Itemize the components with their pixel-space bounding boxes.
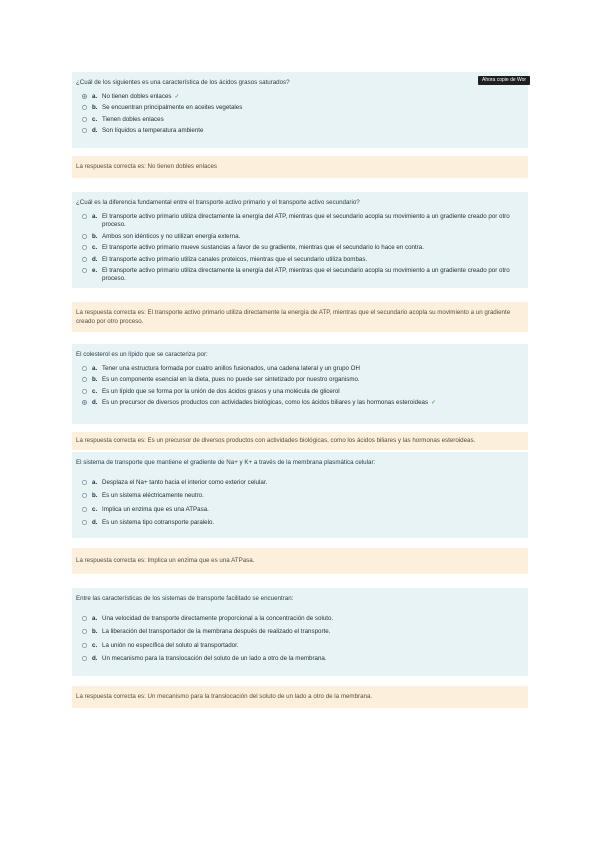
question-3 xyxy=(72,344,528,424)
question-text: El sistema de transporte que mantiene el gradiente de Na+ y K+ a través de la membrana plasmática celular: xyxy=(76,459,376,466)
feedback-1: La respuesta correcta es: No tienen dobles enlaces xyxy=(72,156,528,178)
option-c[interactable] xyxy=(76,642,522,650)
option-label: No tienen dobles enlaces xyxy=(102,93,172,100)
radio-button[interactable] xyxy=(82,377,87,382)
option-a[interactable] xyxy=(76,479,522,487)
option-label: El transporte activo primario utiliza directamente la energía del ATP, mientras que el secundario acopla su movimiento a un gradiente creado por otro proceso. xyxy=(102,213,510,229)
option-label: El transporte activo primario utiliza canales proteicos, mientras que el secundario utiliza bombas. xyxy=(102,255,368,263)
radio-button[interactable] xyxy=(82,257,87,262)
question-4 xyxy=(72,452,528,538)
option-c[interactable] xyxy=(76,116,522,124)
option-label: La liberación del transportador de la membrana después de realizado el transporte. xyxy=(102,628,331,636)
option-letter: a. xyxy=(92,615,98,622)
option-letter: b. xyxy=(92,492,98,500)
radio-button[interactable] xyxy=(82,94,87,99)
option-b[interactable] xyxy=(76,492,522,500)
check-icon: ✓ xyxy=(174,93,180,100)
radio-button[interactable] xyxy=(82,493,87,498)
option-d[interactable] xyxy=(76,399,522,407)
feedback-3: La respuesta correcta es: Es un precursor de diversos productos con actividades biológicas, como los ácidos biliares y las hormonas esteroideas. xyxy=(72,432,528,450)
option-b[interactable] xyxy=(76,233,522,241)
option-d[interactable] xyxy=(76,519,522,527)
option-letter: c. xyxy=(92,115,98,123)
option-label: El transporte activo primario utiliza directamente la energía del ATP, mientras que el secundario acopla su movimiento a un gradiente creado por otro proceso. xyxy=(102,267,510,283)
option-label: La unión no específica del soluto al transportador. xyxy=(102,641,239,649)
radio-button[interactable] xyxy=(82,234,87,239)
option-letter: a. xyxy=(92,365,98,372)
option-letter: c. xyxy=(92,505,98,513)
option-c[interactable] xyxy=(76,388,522,396)
option-a[interactable] xyxy=(76,213,522,230)
question-5 xyxy=(72,588,528,676)
radio-button[interactable] xyxy=(82,629,87,634)
option-letter: a. xyxy=(92,479,98,486)
option-label: Es un precursor de diversos productos con actividades biológicas, como los ácidos biliares y las hormonas esteroideas xyxy=(102,399,429,407)
option-label: Es un sistema tipo cotransporte paralelo. xyxy=(102,519,215,527)
option-a[interactable] xyxy=(76,615,522,623)
option-label: Tienen dobles enlaces xyxy=(102,115,164,123)
option-letter: b. xyxy=(92,628,98,636)
option-b[interactable] xyxy=(76,104,522,112)
radio-button[interactable] xyxy=(82,520,87,525)
radio-button[interactable] xyxy=(82,616,87,621)
feedback-4: La respuesta correcta es: Implica un enzima que es una ATPasa. xyxy=(72,548,528,574)
option-letter: d. xyxy=(92,399,98,407)
option-label: Una velocidad de transporte directamente proporcional a la concentración de soluto. xyxy=(102,615,334,622)
radio-button[interactable] xyxy=(82,389,87,394)
feedback-2: La respuesta correcta es: El transporte activo primario utiliza directamente la energía de ATP, mientras que el secundario acopla su movimiento a un gradiente creado por otro proceso. xyxy=(72,302,528,332)
option-letter: d. xyxy=(92,255,98,263)
option-letter: d. xyxy=(92,655,98,663)
option-letter: c. xyxy=(92,244,98,252)
option-label: Se encuentran principalmente en aceites vegetales xyxy=(102,104,243,112)
option-label: Desplaza el Na+ tanto hacia el interior como exterior celular. xyxy=(102,479,268,486)
option-letter: c. xyxy=(92,641,98,649)
option-letter: c. xyxy=(92,387,98,395)
radio-button[interactable] xyxy=(82,507,87,512)
option-c[interactable] xyxy=(76,244,522,252)
feedback-5: La respuesta correcta es: Un mecanismo para la translocación del soluto de un lado a otro de la membrana. xyxy=(72,686,528,708)
option-c[interactable] xyxy=(76,506,522,514)
option-letter: d. xyxy=(92,127,98,135)
option-b[interactable] xyxy=(76,628,522,636)
option-label: Implica un enzima que es una ATPasa. xyxy=(102,505,209,513)
option-e[interactable] xyxy=(76,267,522,284)
check-icon: ✓ xyxy=(431,399,437,407)
radio-button[interactable] xyxy=(82,643,87,648)
radio-button[interactable] xyxy=(82,366,87,371)
question-text: Entre las características de los sistemas de transporte facilitado se encuentran: xyxy=(76,595,294,602)
radio-button[interactable] xyxy=(82,214,87,219)
radio-button[interactable] xyxy=(82,128,87,133)
option-letter: b. xyxy=(92,232,98,240)
option-letter: b. xyxy=(92,104,98,112)
option-label: Es un lípido que se forma por la unión de dos ácidos grasos y una molécula de glicerol xyxy=(102,387,340,395)
option-label: El transporte activo primario mueve sustancias a favor de su gradiente, mientras que el secundario lo hace en contra. xyxy=(102,244,424,252)
option-a[interactable] xyxy=(76,93,522,101)
radio-button[interactable] xyxy=(82,400,87,405)
option-letter: e. xyxy=(92,267,98,275)
radio-button[interactable] xyxy=(82,656,87,661)
option-letter: d. xyxy=(92,519,98,527)
option-label: Son líquidos a temperatura ambiente xyxy=(102,127,204,135)
radio-button[interactable] xyxy=(82,480,87,485)
option-label: Es un sistema eléctricamente neutro. xyxy=(102,492,204,500)
option-letter: b. xyxy=(92,376,98,384)
overlay-tag: Ahora copie de Wor xyxy=(478,76,530,85)
question-2 xyxy=(72,192,528,288)
radio-button[interactable] xyxy=(82,105,87,110)
question-text: ¿Cuál es la diferencia fundamental entre el transporte activo primario y el transporte activo secundario? xyxy=(76,199,360,206)
option-b[interactable] xyxy=(76,376,522,384)
radio-button[interactable] xyxy=(82,117,87,122)
option-a[interactable] xyxy=(76,365,522,373)
option-label: Es un componente esencial en la dieta, pues no puede ser sintetizado por nuestro organismo. xyxy=(102,376,360,384)
question-text: ¿Cuál de los siguientes es una característica de los ácidos grasos saturados? xyxy=(76,79,290,86)
option-label: Un mecanismo para la translocación del soluto de un lado a otro de la membrana. xyxy=(102,655,327,663)
radio-button[interactable] xyxy=(82,268,87,273)
option-d[interactable] xyxy=(76,127,522,135)
radio-button[interactable] xyxy=(82,245,87,250)
option-d[interactable] xyxy=(76,256,522,264)
question-1 xyxy=(72,72,528,148)
option-letter: a. xyxy=(92,93,98,100)
option-d[interactable] xyxy=(76,655,522,663)
question-text: El colesterol es un lípido que se caracteriza por: xyxy=(76,351,208,358)
option-letter: a. xyxy=(92,213,98,220)
option-label: Ambos son idénticos y no utilizan energía externa. xyxy=(102,232,241,240)
option-label: Tener una estructura formada por cuatro anillos fusionados, una cadena lateral y un grupo OH xyxy=(102,365,360,372)
